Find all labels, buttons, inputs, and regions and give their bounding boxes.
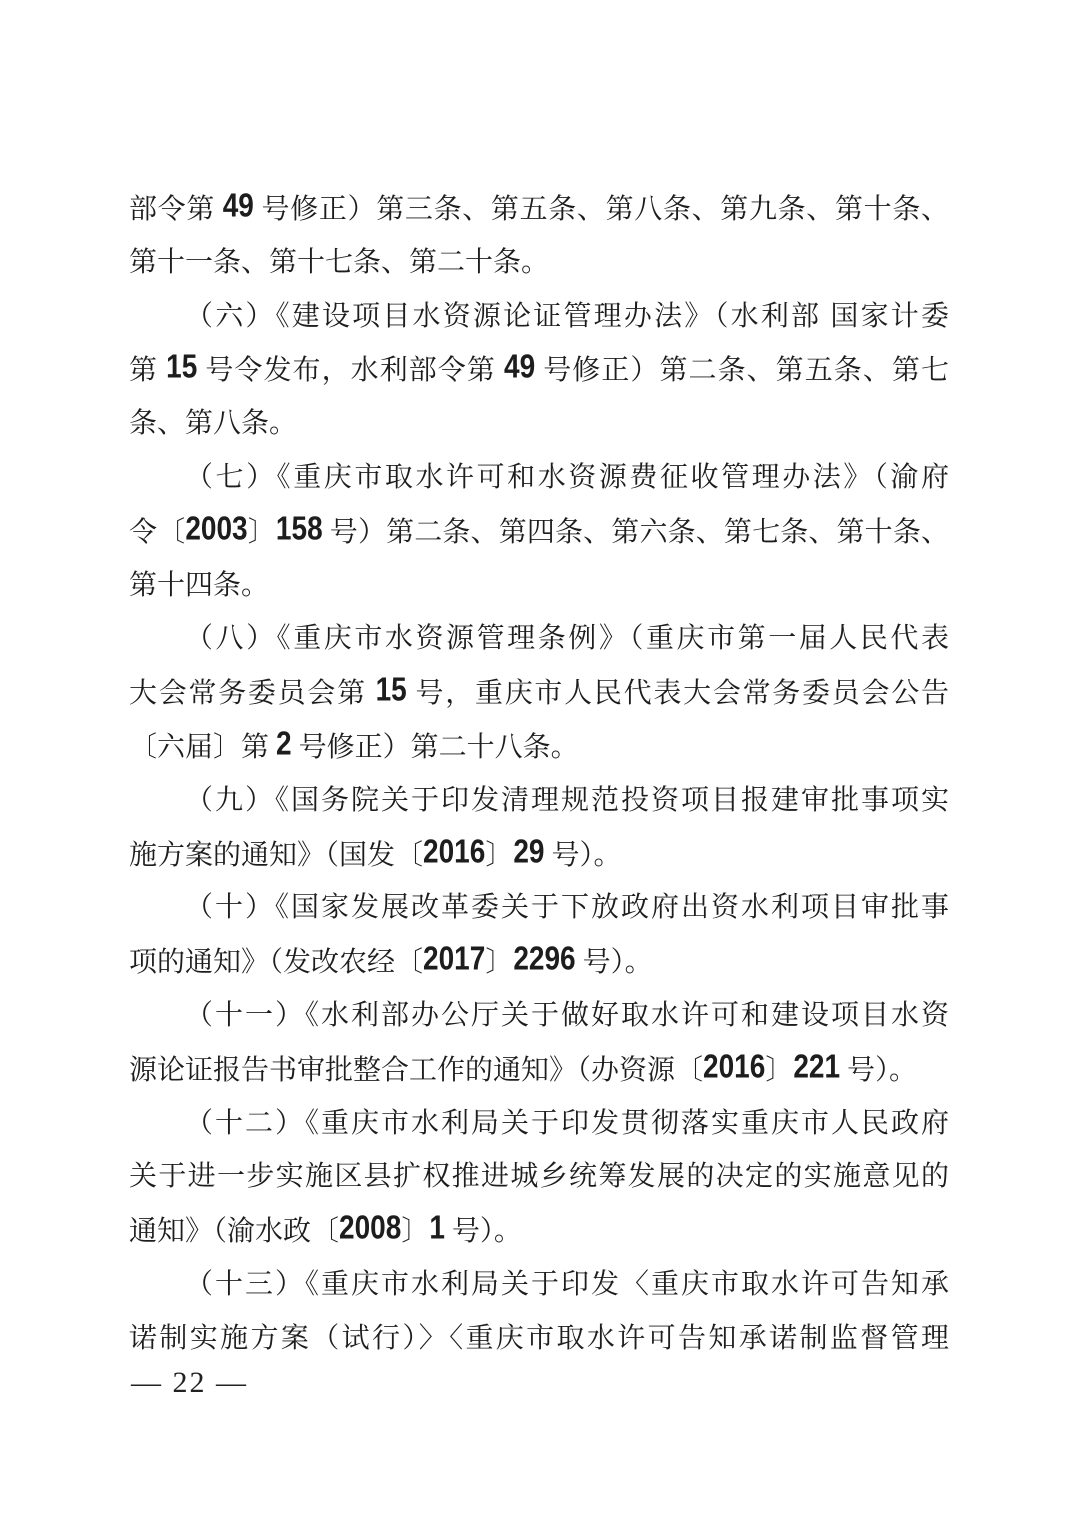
text-line: （七）《重庆市取水许可和水资源费征收管理办法》（渝府 [185,461,949,493]
text-line: （十三）《重庆市水利局关于印发〈重庆市取水许可告知承 [185,1268,949,1300]
page-number: — 22 — [131,1366,248,1399]
text-line: 第十一条、第十七条、第二十条。 [129,246,550,278]
text-line: 部令第 49 号修正）第三条、第五条、第八条、第九条、第十条、 [129,187,949,225]
text-line: 通知》（渝水政〔2008〕1 号）。 [129,1209,522,1248]
text-line: 施方案的通知》（国发〔2016〕29 号）。 [129,832,622,871]
text-line: 第 15 号令发布，水利部令第 49 号修正）第二条、第五条、第七 [129,348,949,387]
text-line: 条、第八条。 [129,408,298,440]
text-line: 第十四条。 [129,569,270,601]
text-line: （六）《建设项目水资源论证管理办法》（水利部 国家计委 [185,300,949,332]
text-line: （十二）《重庆市水利局关于印发贯彻落实重庆市人民政府 [185,1107,949,1139]
text-line: （九）《国务院关于印发清理规范投资项目报建审批事项实 [185,784,949,816]
text-line: （八）《重庆市水资源管理条例》（重庆市第一届人民代表 [185,623,949,655]
text-line: 大会常务委员会第 15 号，重庆市人民代表大会常务委员会公告 [129,671,949,710]
text-line: 关于进一步实施区县扩权推进城乡统筹发展的决定的实施意见的 [129,1161,949,1193]
document-body [129,182,949,1366]
text-line: （十一）《水利部办公厅关于做好取水许可和建设项目水资 [185,999,949,1031]
text-line: 项的通知》（发改农经〔2017〕2296 号）。 [129,940,653,979]
text-line: 令〔2003〕158 号）第二条、第四条、第六条、第七条、第十条、 [129,509,949,548]
text-line: 源论证报告书审批整合工作的通知》（办资源〔2016〕221 号）。 [129,1047,918,1086]
text-line: 诺制实施方案（试行）〉〈重庆市取水许可告知承诺制监督管理 [129,1322,949,1354]
text-line: 〔六届〕第 2 号修正）第二十八条。 [129,725,579,763]
text-line: （十）《国家发展改革委关于下放政府出资水利项目审批事 [185,892,949,924]
